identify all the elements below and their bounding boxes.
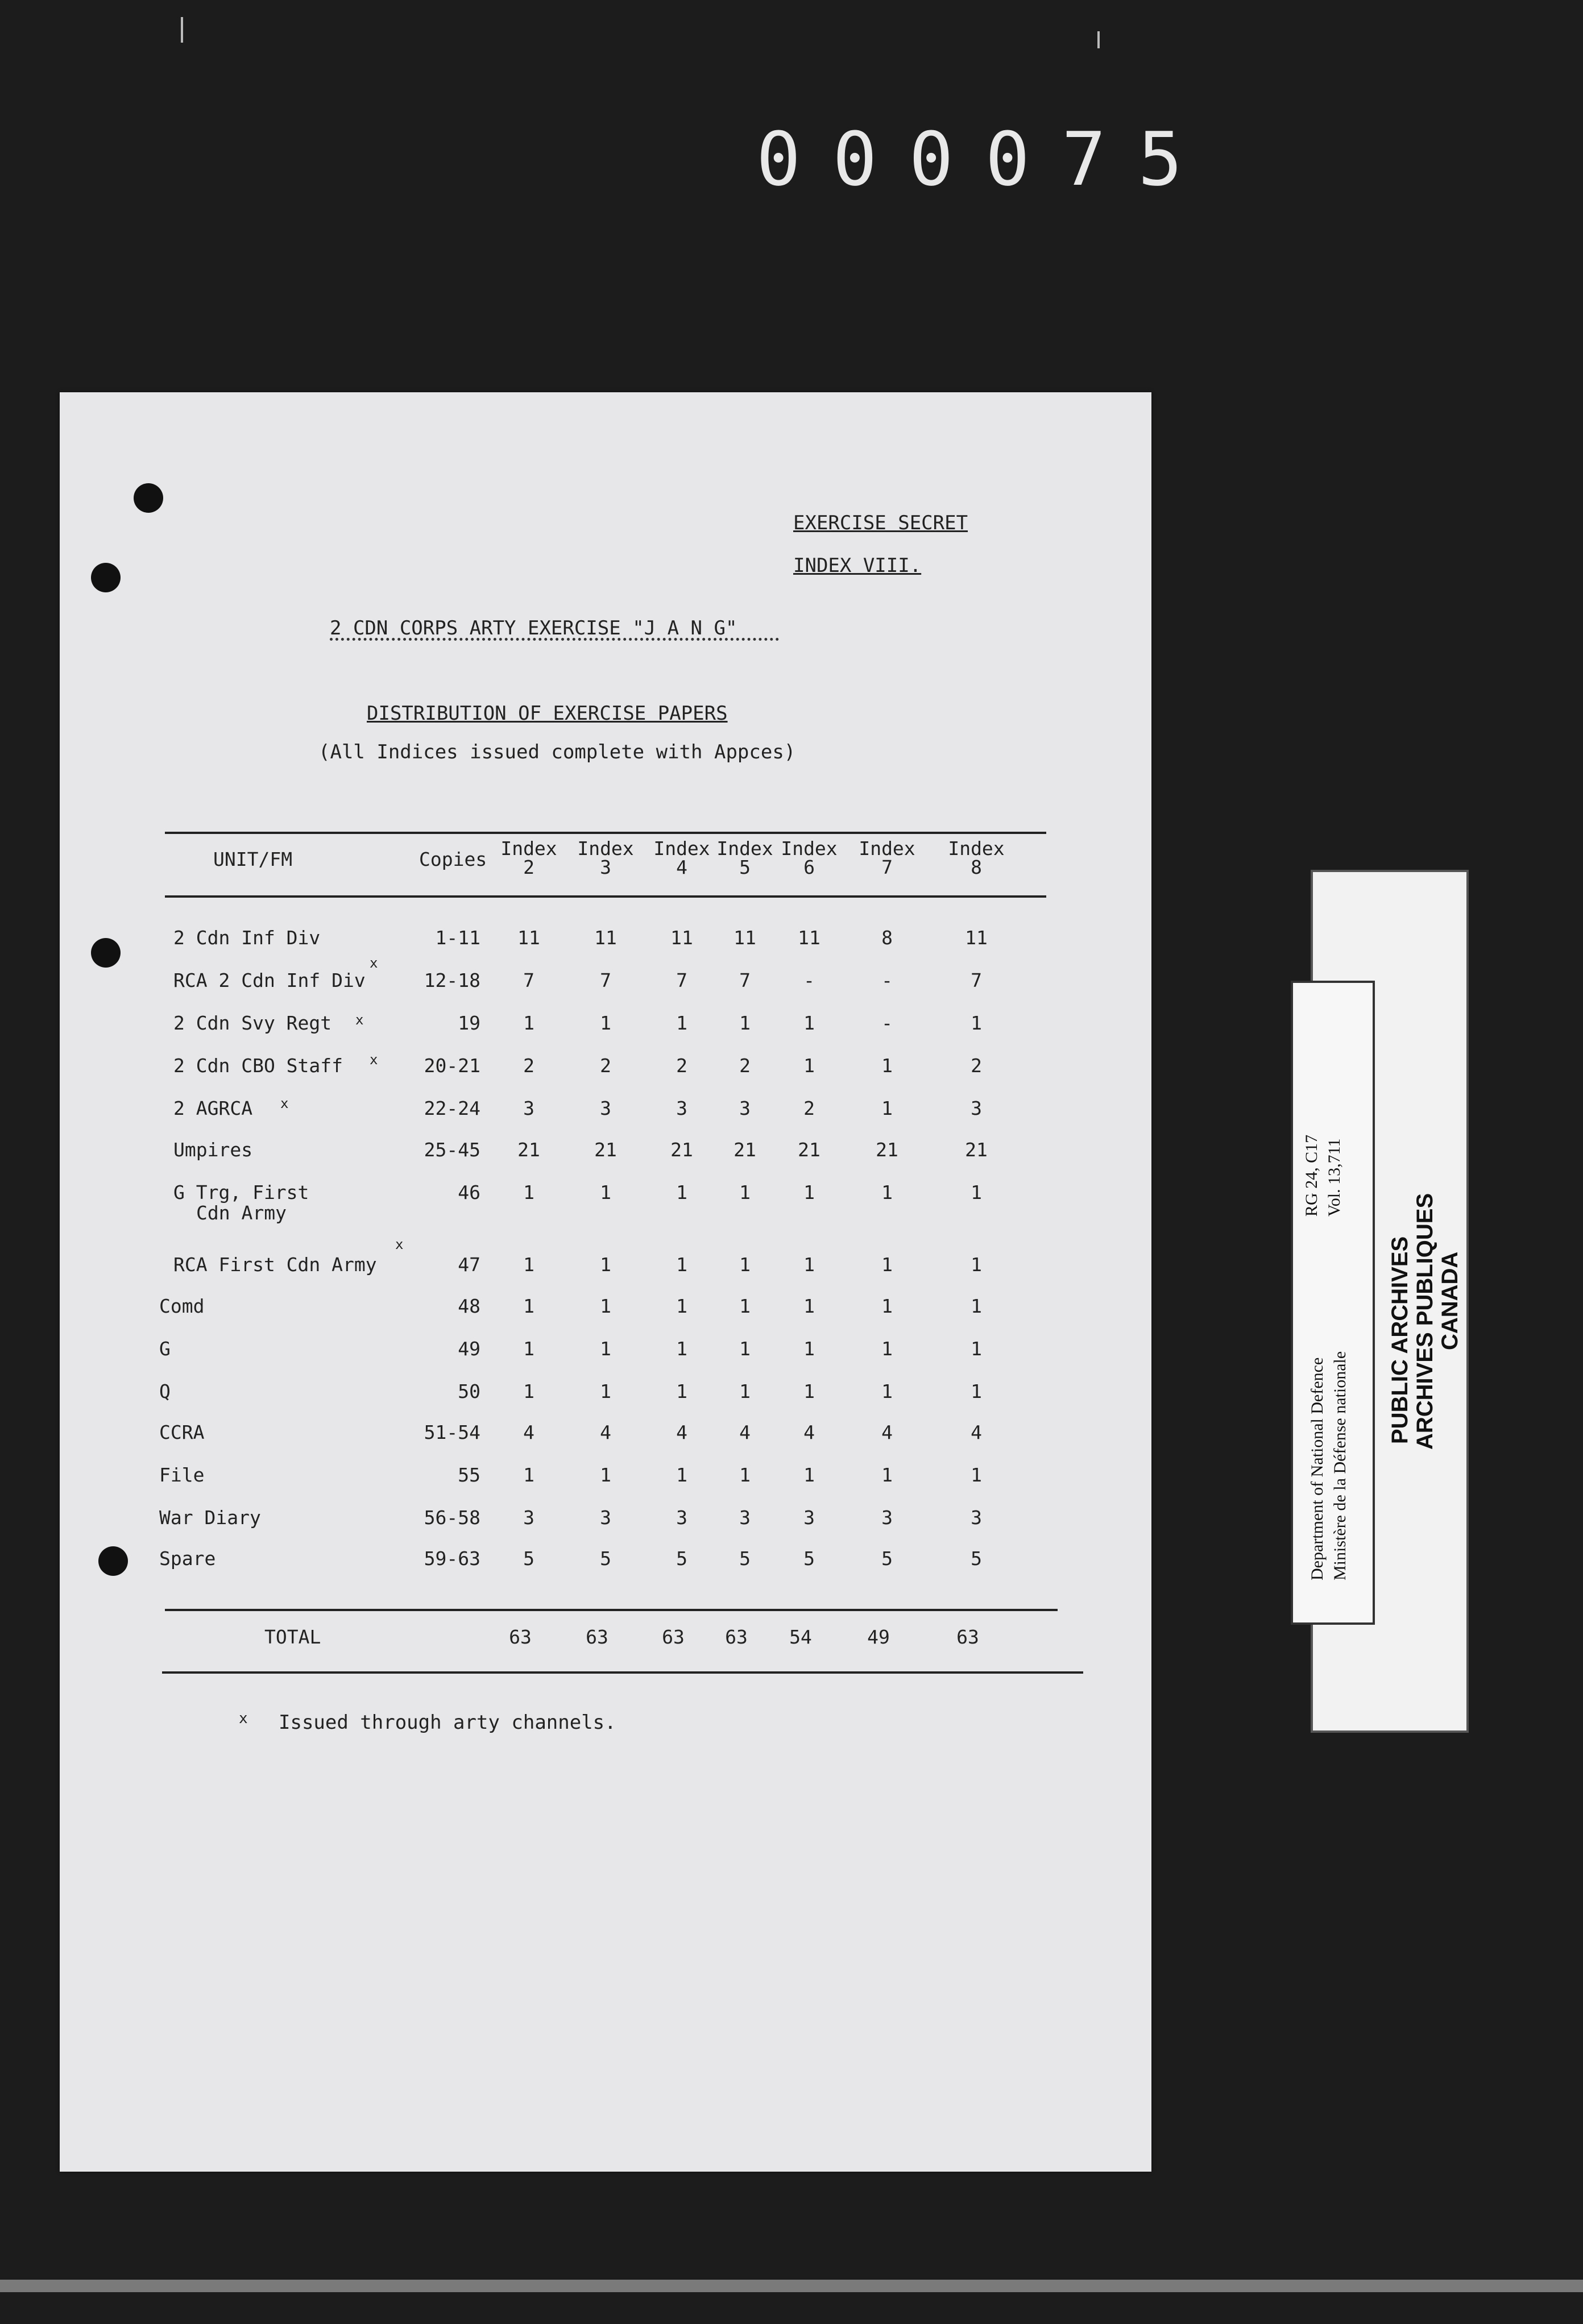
- header-index-top: Index: [716, 837, 773, 860]
- row-index-value: 1: [971, 1295, 982, 1317]
- row-index-value: 1: [881, 1254, 893, 1276]
- row-index-value: 1: [881, 1295, 893, 1317]
- row-unit: Q: [159, 1380, 171, 1402]
- row-index-value: 21: [670, 1139, 693, 1161]
- row-index-value: 1: [523, 1181, 534, 1204]
- total-value: 49: [867, 1626, 890, 1648]
- row-index-value: 1: [676, 1012, 687, 1034]
- row-index-value: 1: [676, 1338, 687, 1360]
- row-index-value: 3: [523, 1507, 534, 1529]
- punch-hole: [134, 483, 163, 513]
- row-index-value: 1: [971, 1254, 982, 1276]
- rg-reference: RG 24, C17: [1302, 1134, 1321, 1217]
- row-index-value: 21: [965, 1139, 988, 1161]
- row-unit: 2 Cdn Inf Div: [173, 927, 321, 949]
- distribution-note: (All Indices issued complete with Appces): [318, 741, 796, 763]
- row-index-value: 1: [739, 1254, 751, 1276]
- row-copies: 48: [458, 1295, 480, 1317]
- row-index-value: 7: [600, 969, 611, 991]
- row-index-value: 7: [739, 969, 751, 991]
- row-index-value: 21: [798, 1139, 820, 1161]
- dept-en: Department of National Defence: [1308, 1357, 1327, 1580]
- asterisk-mark: x: [395, 1236, 404, 1252]
- header-index-number: 2: [523, 856, 534, 878]
- row-index-value: 1: [881, 1338, 893, 1360]
- row-index-value: 1: [600, 1012, 611, 1034]
- row-index-value: 1: [803, 1295, 815, 1317]
- row-index-value: 1: [600, 1338, 611, 1360]
- asterisk-mark: x: [355, 1012, 364, 1028]
- row-index-value: 2: [971, 1055, 982, 1077]
- row-index-value: 3: [600, 1507, 611, 1529]
- row-index-value: 3: [676, 1507, 687, 1529]
- row-index-value: 11: [798, 927, 820, 949]
- row-index-value: 5: [971, 1547, 982, 1570]
- header-index-number: 8: [971, 856, 982, 878]
- row-index-value: 4: [881, 1421, 893, 1443]
- row-index-value: -: [881, 1012, 893, 1034]
- archives-en: PUBLIC ARCHIVES: [1387, 1236, 1412, 1444]
- row-unit: G Trg, First: [173, 1181, 309, 1204]
- row-index-value: 21: [594, 1139, 617, 1161]
- row-copies: 50: [458, 1380, 480, 1402]
- row-index-value: 11: [670, 927, 693, 949]
- row-copies: 19: [458, 1012, 480, 1034]
- row-index-value: 7: [971, 969, 982, 991]
- header-unit: UNIT/FM: [213, 848, 293, 870]
- row-index-value: 1: [971, 1380, 982, 1402]
- header-index-top: Index: [948, 837, 1005, 860]
- row-copies: 47: [458, 1254, 480, 1276]
- asterisk-mark: x: [370, 955, 378, 971]
- table-header-rule: [165, 895, 1046, 898]
- row-index-value: 3: [523, 1097, 534, 1119]
- row-index-value: 3: [739, 1097, 751, 1119]
- frame-number: 000075: [756, 116, 1215, 202]
- row-index-value: 1: [739, 1181, 751, 1204]
- header-index-number: 7: [881, 856, 893, 878]
- row-index-value: 5: [803, 1547, 815, 1570]
- table-top-rule: [165, 832, 1046, 834]
- row-unit: CCRA: [159, 1421, 205, 1443]
- row-index-value: 4: [600, 1421, 611, 1443]
- row-index-value: 1: [523, 1338, 534, 1360]
- row-index-value: 1: [523, 1012, 534, 1034]
- total-label: TOTAL: [264, 1626, 321, 1648]
- volume-reference: Vol. 13,711: [1325, 1138, 1344, 1217]
- archives-fr: ARCHIVES PUBLIQUES: [1412, 1193, 1437, 1450]
- row-index-value: 7: [676, 969, 687, 991]
- row-index-value: 1: [971, 1338, 982, 1360]
- row-unit: 2 AGRCA: [173, 1097, 253, 1119]
- row-index-value: 5: [523, 1547, 534, 1570]
- country: CANADA: [1437, 1251, 1462, 1350]
- row-index-value: 3: [971, 1097, 982, 1119]
- row-index-value: 7: [523, 969, 534, 991]
- row-index-value: 1: [739, 1012, 751, 1034]
- header-index-top: Index: [500, 837, 557, 860]
- row-index-value: 4: [523, 1421, 534, 1443]
- row-index-value: 3: [676, 1097, 687, 1119]
- row-index-value: 1: [600, 1254, 611, 1276]
- total-value: 63: [725, 1626, 748, 1648]
- punch-hole: [91, 563, 121, 592]
- row-copies: 51-54: [424, 1421, 480, 1443]
- classification: EXERCISE SECRET: [793, 512, 968, 534]
- row-copies: 12-18: [424, 969, 480, 991]
- row-index-value: 1: [971, 1012, 982, 1034]
- film-mark: [181, 17, 183, 43]
- row-index-value: 1: [600, 1295, 611, 1317]
- row-unit: War Diary: [159, 1507, 261, 1529]
- row-unit: File: [159, 1464, 205, 1486]
- total-value: 63: [509, 1626, 532, 1648]
- row-index-value: 3: [971, 1507, 982, 1529]
- header-index-top: Index: [859, 837, 915, 860]
- row-index-value: 4: [739, 1421, 751, 1443]
- header-index-number: 5: [739, 856, 751, 878]
- index-reference: INDEX VIII.: [793, 554, 922, 577]
- row-index-value: 1: [881, 1464, 893, 1486]
- row-index-value: 3: [600, 1097, 611, 1119]
- row-index-value: 4: [803, 1421, 815, 1443]
- row-copies: 56-58: [424, 1507, 480, 1529]
- total-value: 54: [789, 1626, 812, 1648]
- film-edge: [0, 2280, 1583, 2292]
- row-index-value: 1: [523, 1295, 534, 1317]
- row-index-value: 5: [600, 1547, 611, 1570]
- asterisk-mark: x: [280, 1095, 289, 1111]
- row-index-value: 1: [676, 1464, 687, 1486]
- punch-hole: [98, 1546, 128, 1576]
- row-index-value: 2: [739, 1055, 751, 1077]
- row-index-value: 2: [600, 1055, 611, 1077]
- row-index-value: 11: [517, 927, 540, 949]
- row-index-value: -: [803, 969, 815, 991]
- row-index-value: 1: [803, 1181, 815, 1204]
- row-index-value: 11: [734, 927, 756, 949]
- row-unit: G: [159, 1338, 171, 1360]
- row-index-value: 1: [881, 1380, 893, 1402]
- film-mark: [1097, 31, 1100, 48]
- row-index-value: 1: [523, 1464, 534, 1486]
- row-index-value: 1: [881, 1097, 893, 1119]
- row-index-value: 1: [600, 1464, 611, 1486]
- row-copies: 20-21: [424, 1055, 480, 1077]
- header-index-top: Index: [577, 837, 634, 860]
- row-index-value: 1: [803, 1464, 815, 1486]
- row-index-value: 1: [803, 1338, 815, 1360]
- row-index-value: 1: [523, 1254, 534, 1276]
- table-total-rule-top: [165, 1609, 1058, 1611]
- row-index-value: 1: [803, 1055, 815, 1077]
- row-index-value: 1: [676, 1380, 687, 1402]
- row-index-value: 4: [971, 1421, 982, 1443]
- row-copies: 25-45: [424, 1139, 480, 1161]
- document-page: [60, 392, 1151, 2172]
- row-copies: 1-11: [435, 927, 480, 949]
- row-unit: Spare: [159, 1547, 216, 1570]
- row-index-value: 8: [881, 927, 893, 949]
- header-index-number: 6: [803, 856, 815, 878]
- exercise-title: 2 CDN CORPS ARTY EXERCISE "J A N G": [330, 617, 737, 640]
- row-index-value: 1: [676, 1254, 687, 1276]
- footnote-text: Issued through arty channels.: [279, 1711, 616, 1734]
- row-index-value: 11: [965, 927, 988, 949]
- total-value: 63: [662, 1626, 685, 1648]
- row-index-value: 5: [739, 1547, 751, 1570]
- row-unit: 2 Cdn CBO Staff: [173, 1055, 343, 1077]
- header-index-number: 4: [676, 856, 687, 878]
- title-underline: [330, 638, 779, 641]
- row-unit: Comd: [159, 1295, 205, 1317]
- dept-fr: Ministère de la Défense nationale: [1331, 1351, 1349, 1580]
- row-index-value: 21: [876, 1139, 898, 1161]
- row-unit: 2 Cdn Svy Regt: [173, 1012, 332, 1034]
- row-index-value: 1: [676, 1295, 687, 1317]
- row-index-value: 5: [676, 1547, 687, 1570]
- row-copies: 49: [458, 1338, 480, 1360]
- row-index-value: 1: [523, 1380, 534, 1402]
- row-index-value: 1: [739, 1295, 751, 1317]
- header-index-top: Index: [653, 837, 710, 860]
- row-index-value: 4: [676, 1421, 687, 1443]
- row-index-value: 11: [594, 927, 617, 949]
- row-index-value: 1: [739, 1380, 751, 1402]
- row-index-value: -: [881, 969, 893, 991]
- row-index-value: 1: [739, 1464, 751, 1486]
- row-copies: 59-63: [424, 1547, 480, 1570]
- row-index-value: 1: [803, 1380, 815, 1402]
- table-bottom-rule: [162, 1671, 1083, 1674]
- row-index-value: 1: [881, 1181, 893, 1204]
- footnote-mark: x: [239, 1710, 248, 1727]
- total-value: 63: [956, 1626, 979, 1648]
- row-index-value: 1: [803, 1254, 815, 1276]
- row-copies: 55: [458, 1464, 480, 1486]
- asterisk-mark: x: [370, 1052, 378, 1068]
- row-index-value: 1: [600, 1380, 611, 1402]
- row-index-value: 1: [600, 1181, 611, 1204]
- row-index-value: 1: [971, 1464, 982, 1486]
- row-index-value: 1: [971, 1181, 982, 1204]
- header-index-number: 3: [600, 856, 611, 878]
- row-index-value: 2: [803, 1097, 815, 1119]
- row-unit: Umpires: [173, 1139, 253, 1161]
- total-value: 63: [586, 1626, 608, 1648]
- row-index-value: 1: [881, 1055, 893, 1077]
- row-index-value: 3: [881, 1507, 893, 1529]
- punch-hole: [91, 938, 121, 968]
- header-copies: Copies: [419, 848, 487, 870]
- header-index-top: Index: [781, 837, 838, 860]
- row-index-value: 21: [734, 1139, 756, 1161]
- row-index-value: 1: [676, 1181, 687, 1204]
- row-unit: RCA First Cdn Army: [173, 1254, 377, 1276]
- row-index-value: 1: [739, 1338, 751, 1360]
- row-index-value: 21: [517, 1139, 540, 1161]
- row-index-value: 1: [803, 1012, 815, 1034]
- row-index-value: 2: [676, 1055, 687, 1077]
- row-index-value: 3: [739, 1507, 751, 1529]
- distribution-title: DISTRIBUTION OF EXERCISE PAPERS: [367, 702, 728, 725]
- row-index-value: 5: [881, 1547, 893, 1570]
- row-index-value: 2: [523, 1055, 534, 1077]
- row-unit-continued: Cdn Army: [196, 1202, 287, 1224]
- row-unit: RCA 2 Cdn Inf Div: [173, 969, 366, 991]
- row-copies: 22-24: [424, 1097, 480, 1119]
- row-copies: 46: [458, 1181, 480, 1204]
- row-index-value: 3: [803, 1507, 815, 1529]
